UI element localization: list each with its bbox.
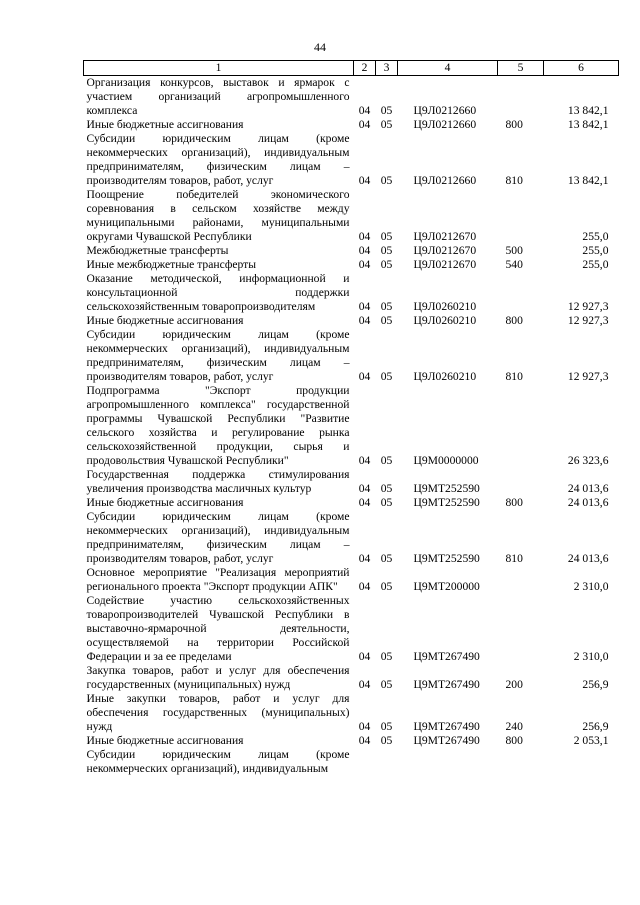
row-expense-type-cell: 810 bbox=[505, 552, 523, 565]
row-subsection-cell: 05 bbox=[380, 678, 393, 691]
row-amount-cell: 24 013,6 bbox=[567, 552, 609, 565]
row-name-cell: Организация конкурсов, выставок и ярмарок с участием организаций агропромышленного комплекса bbox=[86, 76, 350, 117]
row-expense-type-cell: 540 bbox=[505, 258, 523, 271]
row-name-cell: Субсидии юридическим лицам (кроме некоммерческих организаций), индивидуальным предпринимателям, физическим лицам – производителям товаров, работ, услуг bbox=[86, 328, 350, 383]
row-amount-cell: 255,0 bbox=[582, 244, 609, 257]
table-row bbox=[84, 748, 619, 776]
header-col-5: 5 bbox=[498, 61, 544, 76]
table-row bbox=[84, 272, 619, 314]
row-amount-cell: 13 842,1 bbox=[567, 174, 609, 187]
row-expense-type-cell: 240 bbox=[505, 720, 523, 733]
row-name-cell: Иные бюджетные ассигнования bbox=[86, 734, 244, 747]
row-target-code-cell: Ц9Л0212660 bbox=[413, 174, 477, 187]
row-section-cell: 04 bbox=[358, 734, 371, 747]
row-subsection-cell: 05 bbox=[380, 300, 393, 313]
row-name-cell: Субсидии юридическим лицам (кроме некоммерческих организаций), индивидуальным bbox=[86, 748, 350, 775]
row-amount-cell: 24 013,6 bbox=[567, 496, 609, 509]
row-expense-type-cell: 800 bbox=[505, 734, 523, 747]
row-amount-cell bbox=[544, 748, 619, 776]
row-amount-cell: 13 842,1 bbox=[567, 118, 609, 131]
row-amount-cell: 256,9 bbox=[582, 678, 609, 691]
table-row bbox=[84, 118, 619, 132]
row-name-cell: Поощрение победителей экономического соревнования в сельском хозяйстве между муниципальными районами, муниципальными округами Чувашской Республики bbox=[86, 188, 350, 243]
table-row bbox=[84, 258, 619, 272]
row-section-cell: 04 bbox=[358, 314, 371, 327]
row-expense-type-cell: 800 bbox=[505, 496, 523, 509]
page-number: 44 bbox=[314, 40, 326, 54]
row-expense-type-cell bbox=[498, 76, 544, 119]
row-expense-type-cell: 200 bbox=[505, 678, 523, 691]
row-expense-type-cell: 800 bbox=[505, 118, 523, 131]
table-row bbox=[84, 468, 619, 496]
row-name-cell: Основное мероприятие "Реализация мероприятий регионального проекта "Экспорт продукции АПК" bbox=[86, 566, 350, 593]
row-target-code-cell: Ц9Л0260210 bbox=[413, 314, 477, 327]
row-section-cell: 04 bbox=[358, 118, 371, 131]
row-name-cell: Межбюджетные трансферты bbox=[86, 244, 229, 257]
row-amount-cell: 256,9 bbox=[582, 720, 609, 733]
row-subsection-cell: 05 bbox=[380, 314, 393, 327]
row-target-code-cell: Ц9МТ252590 bbox=[413, 496, 480, 509]
row-amount-cell: 24 013,6 bbox=[567, 482, 609, 495]
row-target-code-cell: Ц9Л0212670 bbox=[413, 230, 477, 243]
row-target-code-cell: Ц9МТ267490 bbox=[413, 650, 480, 663]
row-section-cell: 04 bbox=[358, 496, 371, 509]
row-section-cell: 04 bbox=[358, 678, 371, 691]
row-amount-cell: 255,0 bbox=[582, 258, 609, 271]
row-name-cell: Иные бюджетные ассигнования bbox=[86, 118, 244, 131]
row-target-code-cell: Ц9МТ267490 bbox=[413, 678, 480, 691]
row-name-cell: Иные межбюджетные трансферты bbox=[86, 258, 257, 271]
row-subsection-cell: 05 bbox=[380, 650, 393, 663]
row-section-cell: 04 bbox=[358, 552, 371, 565]
row-section-cell: 04 bbox=[358, 650, 371, 663]
row-name-cell: Субсидии юридическим лицам (кроме некоммерческих организаций), индивидуальным предпринимателям, физическим лицам – производителям товаров, работ, услуг bbox=[86, 132, 350, 187]
row-name-cell: Субсидии юридическим лицам (кроме некоммерческих организаций), индивидуальным предпринимателям, физическим лицам – производителям товаров, работ, услуг bbox=[86, 510, 350, 565]
row-section-cell: 04 bbox=[358, 580, 371, 593]
header-col-1: 1 bbox=[84, 61, 354, 76]
table-row bbox=[84, 76, 619, 119]
table-header-row bbox=[84, 61, 619, 76]
row-subsection-cell: 05 bbox=[380, 580, 393, 593]
row-expense-type-cell: 500 bbox=[505, 244, 523, 257]
header-col-2: 2 bbox=[354, 61, 376, 76]
row-section-cell: 04 bbox=[358, 258, 371, 271]
row-target-code-cell: Ц9Л0212660 bbox=[413, 118, 477, 131]
row-subsection-cell: 05 bbox=[380, 244, 393, 257]
row-expense-type-cell bbox=[498, 188, 544, 244]
table-row bbox=[84, 328, 619, 384]
row-expense-type-cell: 810 bbox=[505, 370, 523, 383]
row-section-cell: 04 bbox=[358, 720, 371, 733]
row-amount-cell: 2 310,0 bbox=[573, 580, 609, 593]
row-subsection-cell: 05 bbox=[380, 482, 393, 495]
row-target-code-cell: Ц9Л0212670 bbox=[413, 244, 477, 257]
row-subsection-cell: 05 bbox=[380, 104, 393, 117]
row-section-cell: 04 bbox=[358, 300, 371, 313]
row-target-code-cell: Ц9МТ267490 bbox=[413, 734, 480, 747]
row-amount-cell: 13 842,1 bbox=[567, 104, 609, 117]
row-name-cell: Иные бюджетные ассигнования bbox=[86, 314, 244, 327]
row-name-cell: Государственная поддержка стимулирования увеличения производства масличных культур bbox=[86, 468, 350, 495]
table-row bbox=[84, 664, 619, 692]
row-expense-type-cell bbox=[498, 748, 544, 776]
row-name-cell: Оказание методической, информационной и консультационной поддержки сельскохозяйственным товаропроизводителям bbox=[86, 272, 350, 313]
header-col-4: 4 bbox=[398, 61, 498, 76]
row-expense-type-cell bbox=[498, 468, 544, 496]
row-target-code-cell: Ц9Л0260210 bbox=[413, 300, 477, 313]
table-row bbox=[84, 566, 619, 594]
row-section-cell: 04 bbox=[358, 174, 371, 187]
header-col-6: 6 bbox=[544, 61, 619, 76]
row-subsection-cell: 05 bbox=[380, 552, 393, 565]
table-row bbox=[84, 692, 619, 734]
row-section-cell: 04 bbox=[358, 454, 371, 467]
row-name-cell: Содействие участию сельскохозяйственных товаропроизводителей Чувашской Республики в выставочно-ярмарочной деятельности, осуществляемой на территории Российской Федерации и за ее пределами bbox=[86, 594, 350, 663]
row-expense-type-cell: 800 bbox=[505, 314, 523, 327]
row-section-cell: 04 bbox=[358, 230, 371, 243]
table-row bbox=[84, 510, 619, 566]
row-target-code-cell: Ц9Л0212660 bbox=[413, 104, 477, 117]
row-amount-cell: 2 053,1 bbox=[573, 734, 609, 747]
row-name-cell: Иные закупки товаров, работ и услуг для обеспечения государственных (муниципальных) нужд bbox=[86, 692, 350, 733]
row-subsection-cell: 05 bbox=[380, 734, 393, 747]
row-target-code-cell: Ц9МТ252590 bbox=[413, 552, 480, 565]
row-expense-type-cell bbox=[498, 594, 544, 664]
row-section-cell: 04 bbox=[358, 104, 371, 117]
row-subsection-cell bbox=[376, 748, 398, 776]
table-row bbox=[84, 496, 619, 510]
row-amount-cell: 26 323,6 bbox=[567, 454, 609, 467]
row-section-cell: 04 bbox=[358, 370, 371, 383]
row-subsection-cell: 05 bbox=[380, 454, 393, 467]
row-target-code-cell bbox=[398, 748, 498, 776]
row-amount-cell: 255,0 bbox=[582, 230, 609, 243]
row-subsection-cell: 05 bbox=[380, 496, 393, 509]
table-row bbox=[84, 244, 619, 258]
row-expense-type-cell: 810 bbox=[505, 174, 523, 187]
table-row bbox=[84, 384, 619, 468]
row-target-code-cell: Ц9МТ200000 bbox=[413, 580, 480, 593]
row-subsection-cell: 05 bbox=[380, 230, 393, 243]
budget-table bbox=[83, 60, 619, 776]
row-section-cell bbox=[354, 748, 376, 776]
table-row bbox=[84, 594, 619, 664]
row-subsection-cell: 05 bbox=[380, 258, 393, 271]
table-row bbox=[84, 188, 619, 244]
row-target-code-cell: Ц9МТ252590 bbox=[413, 482, 480, 495]
row-expense-type-cell bbox=[498, 272, 544, 314]
row-amount-cell: 12 927,3 bbox=[567, 314, 609, 327]
header-col-3: 3 bbox=[376, 61, 398, 76]
row-name-cell: Иные бюджетные ассигнования bbox=[86, 496, 244, 509]
row-subsection-cell: 05 bbox=[380, 720, 393, 733]
row-target-code-cell: Ц9М0000000 bbox=[413, 454, 479, 467]
row-target-code-cell: Ц9Л0260210 bbox=[413, 370, 477, 383]
row-name-cell: Закупка товаров, работ и услуг для обеспечения государственных (муниципальных) нужд bbox=[86, 664, 350, 691]
table-row bbox=[84, 132, 619, 188]
row-name-cell: Подпрограмма "Экспорт продукции агропромышленного комплекса" государственной программы Чувашской Республики "Развитие сельского хозяйства и регулирование рынка сельскохозяйственной продукции, сырья и продовольствия Чувашской Республики" bbox=[86, 384, 350, 467]
row-amount-cell: 2 310,0 bbox=[573, 650, 609, 663]
table-row bbox=[84, 314, 619, 328]
row-amount-cell: 12 927,3 bbox=[567, 300, 609, 313]
row-section-cell: 04 bbox=[358, 482, 371, 495]
row-amount-cell: 12 927,3 bbox=[567, 370, 609, 383]
row-subsection-cell: 05 bbox=[380, 118, 393, 131]
table-row bbox=[84, 734, 619, 748]
row-target-code-cell: Ц9Л0212670 bbox=[413, 258, 477, 271]
row-target-code-cell: Ц9МТ267490 bbox=[413, 720, 480, 733]
row-subsection-cell: 05 bbox=[380, 370, 393, 383]
row-subsection-cell: 05 bbox=[380, 174, 393, 187]
row-section-cell: 04 bbox=[358, 244, 371, 257]
row-expense-type-cell bbox=[498, 384, 544, 468]
row-expense-type-cell bbox=[498, 566, 544, 594]
